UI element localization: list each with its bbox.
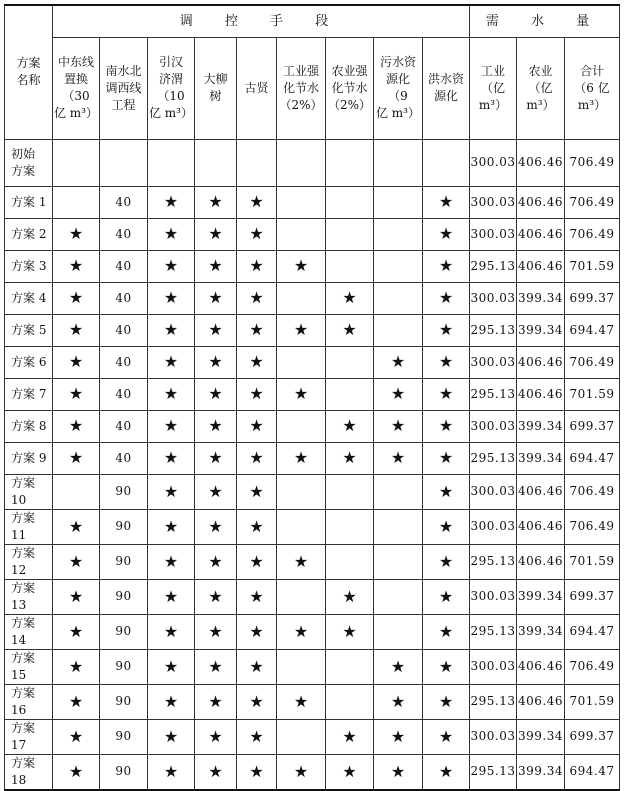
star-icon: ★: [53, 346, 100, 378]
star-icon: ★: [423, 474, 470, 509]
demand-value-cell: 295.13: [470, 544, 517, 579]
control-value-cell: 40: [100, 314, 148, 346]
demand-value-cell: 699.37: [565, 282, 620, 314]
control-value-cell: 40: [100, 410, 148, 442]
star-icon: ★: [277, 378, 326, 410]
star-icon: ★: [148, 346, 195, 378]
star-icon: ★: [423, 754, 470, 790]
empty-cell: [326, 218, 374, 250]
control-column-header: 大柳 树: [195, 37, 237, 139]
star-icon: ★: [148, 614, 195, 649]
star-icon: ★: [53, 509, 100, 544]
star-icon: ★: [195, 250, 237, 282]
star-icon: ★: [277, 314, 326, 346]
demand-value-cell: 295.13: [470, 314, 517, 346]
scheme-name-cell: 方案 1: [5, 186, 53, 218]
star-icon: ★: [148, 282, 195, 314]
empty-cell: [277, 410, 326, 442]
demand-value-cell: 694.47: [565, 754, 620, 790]
table-row: [5, 719, 620, 754]
demand-column-header: 合计 （6 亿 m³）: [565, 37, 620, 139]
control-value-cell: 90: [100, 474, 148, 509]
star-icon: ★: [423, 544, 470, 579]
control-column-header: 污水资 源化 （9 亿 m³）: [374, 37, 423, 139]
demand-value-cell: 295.13: [470, 614, 517, 649]
star-icon: ★: [148, 218, 195, 250]
table-row: [5, 186, 620, 218]
demand-value-cell: 300.03: [470, 509, 517, 544]
demand-value-cell: 699.37: [565, 579, 620, 614]
demand-value-cell: 706.49: [565, 649, 620, 684]
demand-value-cell: 699.37: [565, 410, 620, 442]
demand-value-cell: 406.46: [517, 378, 565, 410]
star-icon: ★: [277, 250, 326, 282]
table-row: [5, 754, 620, 790]
star-icon: ★: [374, 346, 423, 378]
star-icon: ★: [148, 509, 195, 544]
empty-cell: [374, 579, 423, 614]
scheme-name-cell: 方案 6: [5, 346, 53, 378]
star-icon: ★: [195, 649, 237, 684]
star-icon: ★: [53, 378, 100, 410]
control-value-cell: 90: [100, 684, 148, 719]
demand-value-cell: 300.03: [470, 282, 517, 314]
demand-group-header: 需 水 量: [470, 5, 620, 37]
demand-value-cell: 300.03: [470, 218, 517, 250]
star-icon: ★: [326, 442, 374, 474]
scheme-name-cell: 方案 12: [5, 544, 53, 579]
star-icon: ★: [148, 410, 195, 442]
star-icon: ★: [195, 509, 237, 544]
empty-cell: [326, 544, 374, 579]
demand-value-cell: 706.49: [565, 139, 620, 186]
empty-cell: [277, 346, 326, 378]
star-icon: ★: [237, 509, 277, 544]
star-icon: ★: [374, 410, 423, 442]
star-icon: ★: [423, 410, 470, 442]
star-icon: ★: [374, 719, 423, 754]
star-icon: ★: [277, 754, 326, 790]
star-icon: ★: [148, 250, 195, 282]
scheme-name-cell: 方案 7: [5, 378, 53, 410]
scheme-name-cell: 方案 17: [5, 719, 53, 754]
demand-value-cell: 399.34: [517, 579, 565, 614]
star-icon: ★: [374, 754, 423, 790]
star-icon: ★: [423, 346, 470, 378]
demand-value-cell: 295.13: [470, 684, 517, 719]
star-icon: ★: [374, 378, 423, 410]
demand-value-cell: 300.03: [470, 139, 517, 186]
empty-cell: [277, 509, 326, 544]
control-value-cell: 90: [100, 579, 148, 614]
empty-cell: [374, 282, 423, 314]
star-icon: ★: [195, 684, 237, 719]
demand-value-cell: 406.46: [517, 544, 565, 579]
empty-cell: [100, 139, 148, 186]
empty-cell: [423, 139, 470, 186]
control-value-cell: 90: [100, 754, 148, 790]
scheme-name-cell: 方案 15: [5, 649, 53, 684]
empty-cell: [326, 474, 374, 509]
empty-cell: [326, 509, 374, 544]
star-icon: ★: [53, 649, 100, 684]
demand-value-cell: 701.59: [565, 544, 620, 579]
demand-value-cell: 295.13: [470, 378, 517, 410]
control-column-header: 古贤: [237, 37, 277, 139]
star-icon: ★: [277, 442, 326, 474]
star-icon: ★: [195, 410, 237, 442]
star-icon: ★: [53, 410, 100, 442]
scheme-name-cell: 方案 3: [5, 250, 53, 282]
star-icon: ★: [237, 754, 277, 790]
table-row: [5, 649, 620, 684]
star-icon: ★: [423, 378, 470, 410]
star-icon: ★: [195, 544, 237, 579]
demand-value-cell: 300.03: [470, 186, 517, 218]
star-icon: ★: [237, 410, 277, 442]
table-row: [5, 509, 620, 544]
star-icon: ★: [423, 282, 470, 314]
table-row: [5, 314, 620, 346]
demand-value-cell: 399.34: [517, 282, 565, 314]
demand-value-cell: 406.46: [517, 346, 565, 378]
scheme-name-header: 方案 名称: [5, 5, 53, 139]
empty-cell: [326, 684, 374, 719]
star-icon: ★: [423, 509, 470, 544]
star-icon: ★: [195, 186, 237, 218]
star-icon: ★: [237, 719, 277, 754]
star-icon: ★: [148, 442, 195, 474]
star-icon: ★: [237, 378, 277, 410]
star-icon: ★: [53, 218, 100, 250]
star-icon: ★: [326, 614, 374, 649]
star-icon: ★: [423, 649, 470, 684]
control-value-cell: 40: [100, 250, 148, 282]
star-icon: ★: [277, 544, 326, 579]
demand-value-cell: 406.46: [517, 186, 565, 218]
control-column-header: 农业强 化节水 （2%）: [326, 37, 374, 139]
control-value-cell: 40: [100, 442, 148, 474]
control-column-header: 中东线 置换 （30 亿 m³）: [53, 37, 100, 139]
demand-value-cell: 706.49: [565, 346, 620, 378]
star-icon: ★: [237, 544, 277, 579]
empty-cell: [277, 579, 326, 614]
demand-value-cell: 300.03: [470, 410, 517, 442]
star-icon: ★: [237, 684, 277, 719]
star-icon: ★: [326, 282, 374, 314]
control-column-header: 引汉 济渭 （10 亿 m³）: [148, 37, 195, 139]
empty-cell: [374, 544, 423, 579]
control-value-cell: 40: [100, 378, 148, 410]
empty-cell: [374, 218, 423, 250]
demand-value-cell: 295.13: [470, 442, 517, 474]
star-icon: ★: [423, 186, 470, 218]
demand-value-cell: 300.03: [470, 579, 517, 614]
table-row: [5, 474, 620, 509]
empty-cell: [326, 250, 374, 282]
demand-value-cell: 701.59: [565, 684, 620, 719]
star-icon: ★: [423, 684, 470, 719]
star-icon: ★: [237, 250, 277, 282]
table-row: [5, 579, 620, 614]
star-icon: ★: [423, 442, 470, 474]
empty-cell: [195, 139, 237, 186]
star-icon: ★: [53, 614, 100, 649]
empty-cell: [374, 509, 423, 544]
scheme-name-cell: 方案 18: [5, 754, 53, 790]
star-icon: ★: [237, 186, 277, 218]
demand-value-cell: 406.46: [517, 649, 565, 684]
star-icon: ★: [237, 614, 277, 649]
demand-column-header: 工业 （亿 m³）: [470, 37, 517, 139]
star-icon: ★: [53, 754, 100, 790]
empty-cell: [374, 139, 423, 186]
empty-cell: [277, 218, 326, 250]
control-value-cell: 40: [100, 282, 148, 314]
empty-cell: [277, 474, 326, 509]
demand-value-cell: 295.13: [470, 754, 517, 790]
star-icon: ★: [148, 684, 195, 719]
star-icon: ★: [326, 579, 374, 614]
scheme-name-cell: 方案 13: [5, 579, 53, 614]
star-icon: ★: [195, 282, 237, 314]
control-value-cell: 40: [100, 186, 148, 218]
table-row: [5, 139, 620, 186]
star-icon: ★: [326, 719, 374, 754]
empty-cell: [277, 139, 326, 186]
star-icon: ★: [237, 218, 277, 250]
star-icon: ★: [326, 314, 374, 346]
star-icon: ★: [195, 474, 237, 509]
star-icon: ★: [53, 442, 100, 474]
star-icon: ★: [148, 719, 195, 754]
star-icon: ★: [195, 218, 237, 250]
control-column-header: 工业强 化节水 （2%）: [277, 37, 326, 139]
demand-value-cell: 399.34: [517, 719, 565, 754]
empty-cell: [277, 282, 326, 314]
control-value-cell: 40: [100, 346, 148, 378]
empty-cell: [53, 139, 100, 186]
table-row: [5, 378, 620, 410]
star-icon: ★: [148, 186, 195, 218]
star-icon: ★: [423, 250, 470, 282]
demand-value-cell: 300.03: [470, 474, 517, 509]
star-icon: ★: [326, 754, 374, 790]
table-row: [5, 684, 620, 719]
star-icon: ★: [195, 719, 237, 754]
demand-value-cell: 699.37: [565, 719, 620, 754]
star-icon: ★: [148, 544, 195, 579]
empty-cell: [374, 186, 423, 218]
star-icon: ★: [374, 649, 423, 684]
control-column-header: 南水北 调西线 工程: [100, 37, 148, 139]
scheme-name-cell: 初始 方案: [5, 139, 53, 186]
control-value-cell: 90: [100, 614, 148, 649]
star-icon: ★: [195, 442, 237, 474]
star-icon: ★: [53, 684, 100, 719]
demand-value-cell: 706.49: [565, 186, 620, 218]
demand-value-cell: 706.49: [565, 218, 620, 250]
demand-value-cell: 300.03: [470, 649, 517, 684]
table-row: [5, 282, 620, 314]
star-icon: ★: [195, 378, 237, 410]
demand-value-cell: 399.34: [517, 314, 565, 346]
star-icon: ★: [237, 474, 277, 509]
demand-value-cell: 399.34: [517, 410, 565, 442]
demand-value-cell: 399.34: [517, 614, 565, 649]
star-icon: ★: [148, 378, 195, 410]
star-icon: ★: [53, 282, 100, 314]
star-icon: ★: [195, 346, 237, 378]
star-icon: ★: [326, 410, 374, 442]
star-icon: ★: [423, 579, 470, 614]
star-icon: ★: [277, 614, 326, 649]
scheme-name-cell: 方案 16: [5, 684, 53, 719]
table-row: [5, 410, 620, 442]
empty-cell: [277, 649, 326, 684]
star-icon: ★: [148, 579, 195, 614]
star-icon: ★: [53, 544, 100, 579]
star-icon: ★: [237, 314, 277, 346]
empty-cell: [326, 378, 374, 410]
scheme-name-cell: 方案 4: [5, 282, 53, 314]
scheme-table-container: [4, 4, 620, 791]
star-icon: ★: [237, 282, 277, 314]
star-icon: ★: [148, 649, 195, 684]
demand-value-cell: 701.59: [565, 250, 620, 282]
empty-cell: [277, 719, 326, 754]
demand-column-header: 农业 （亿 m³）: [517, 37, 565, 139]
demand-value-cell: 300.03: [470, 346, 517, 378]
star-icon: ★: [237, 649, 277, 684]
control-value-cell: 90: [100, 509, 148, 544]
scheme-name-cell: 方案 10: [5, 474, 53, 509]
empty-cell: [53, 474, 100, 509]
star-icon: ★: [53, 579, 100, 614]
demand-value-cell: 406.46: [517, 250, 565, 282]
scheme-name-cell: 方案 5: [5, 314, 53, 346]
star-icon: ★: [148, 474, 195, 509]
table-row: [5, 544, 620, 579]
demand-value-cell: 406.46: [517, 509, 565, 544]
scheme-name-cell: 方案 14: [5, 614, 53, 649]
empty-cell: [237, 139, 277, 186]
star-icon: ★: [195, 314, 237, 346]
scheme-name-cell: 方案 11: [5, 509, 53, 544]
star-icon: ★: [53, 314, 100, 346]
demand-value-cell: 706.49: [565, 474, 620, 509]
star-icon: ★: [277, 684, 326, 719]
star-icon: ★: [53, 250, 100, 282]
control-value-cell: 90: [100, 649, 148, 684]
star-icon: ★: [423, 614, 470, 649]
star-icon: ★: [423, 218, 470, 250]
star-icon: ★: [148, 754, 195, 790]
control-value-cell: 40: [100, 218, 148, 250]
table-row: [5, 346, 620, 378]
demand-value-cell: 406.46: [517, 684, 565, 719]
demand-value-cell: 399.34: [517, 442, 565, 474]
demand-value-cell: 300.03: [470, 719, 517, 754]
table-row: [5, 250, 620, 282]
star-icon: ★: [374, 684, 423, 719]
table-row: [5, 442, 620, 474]
scheme-name-cell: 方案 2: [5, 218, 53, 250]
demand-value-cell: 399.34: [517, 754, 565, 790]
demand-value-cell: 406.46: [517, 139, 565, 186]
empty-cell: [148, 139, 195, 186]
star-icon: ★: [423, 719, 470, 754]
empty-cell: [374, 614, 423, 649]
star-icon: ★: [423, 314, 470, 346]
empty-cell: [277, 186, 326, 218]
demand-value-cell: 701.59: [565, 378, 620, 410]
table-row: [5, 218, 620, 250]
scheme-table: [4, 4, 620, 791]
demand-value-cell: 406.46: [517, 474, 565, 509]
empty-cell: [326, 139, 374, 186]
demand-value-cell: 694.47: [565, 614, 620, 649]
star-icon: ★: [195, 754, 237, 790]
control-value-cell: 90: [100, 719, 148, 754]
demand-value-cell: 706.49: [565, 509, 620, 544]
demand-value-cell: 694.47: [565, 442, 620, 474]
empty-cell: [374, 250, 423, 282]
star-icon: ★: [53, 719, 100, 754]
empty-cell: [374, 314, 423, 346]
demand-value-cell: 406.46: [517, 218, 565, 250]
scheme-name-cell: 方案 9: [5, 442, 53, 474]
star-icon: ★: [237, 579, 277, 614]
table-row: [5, 614, 620, 649]
control-column-header: 洪水资 源化: [423, 37, 470, 139]
demand-value-cell: 295.13: [470, 250, 517, 282]
demand-value-cell: 694.47: [565, 314, 620, 346]
star-icon: ★: [374, 442, 423, 474]
empty-cell: [326, 346, 374, 378]
empty-cell: [374, 474, 423, 509]
control-value-cell: 90: [100, 544, 148, 579]
control-group-header: 调 控 手 段: [53, 5, 470, 37]
empty-cell: [326, 649, 374, 684]
star-icon: ★: [195, 579, 237, 614]
star-icon: ★: [148, 314, 195, 346]
star-icon: ★: [195, 614, 237, 649]
scheme-name-cell: 方案 8: [5, 410, 53, 442]
star-icon: ★: [237, 442, 277, 474]
star-icon: ★: [237, 346, 277, 378]
empty-cell: [326, 186, 374, 218]
empty-cell: [53, 186, 100, 218]
